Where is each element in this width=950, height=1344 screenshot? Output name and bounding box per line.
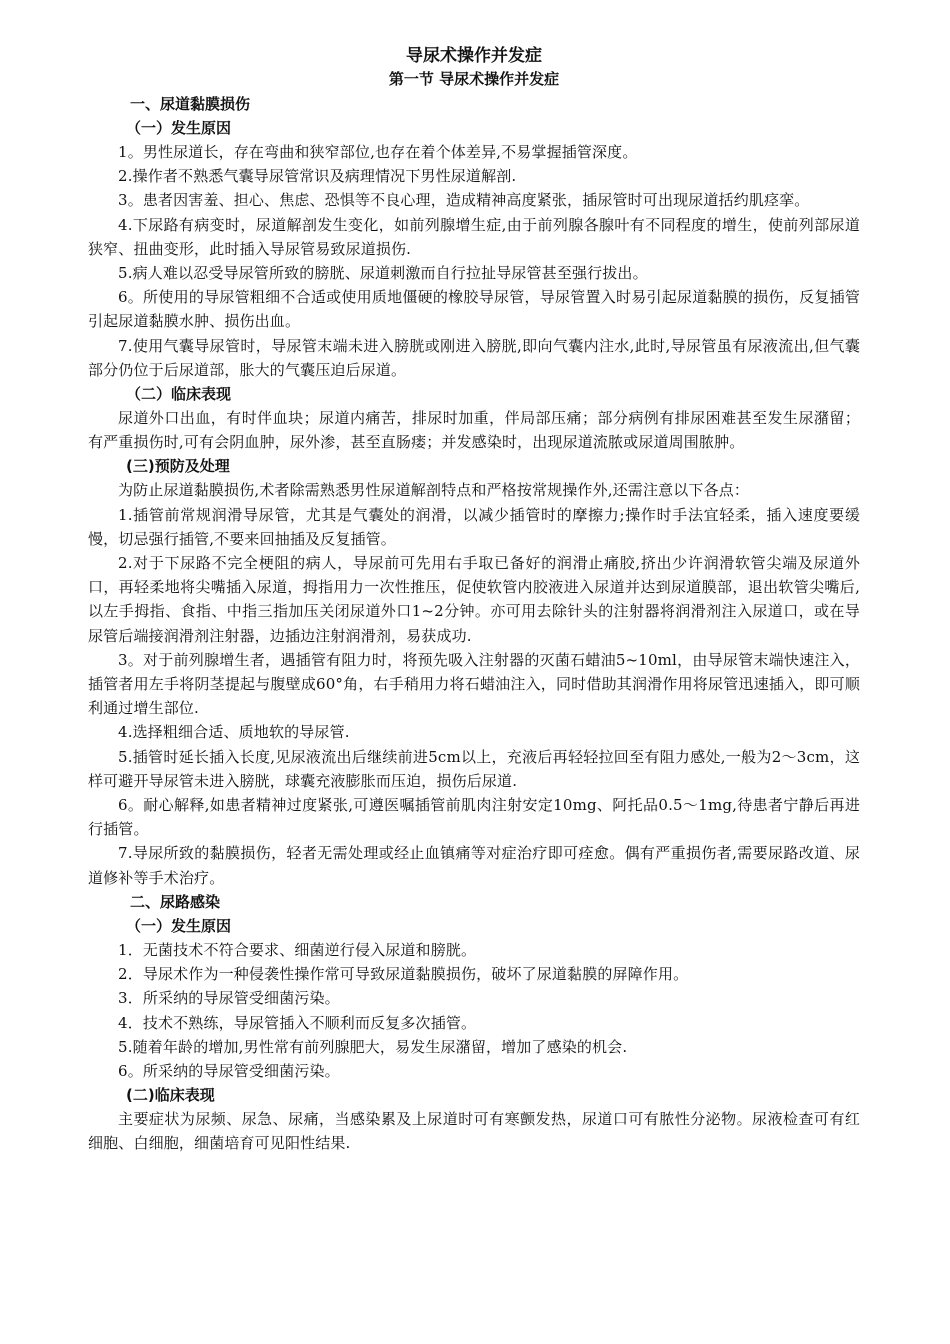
cause-item: 1．无菌技术不符合要求、细菌逆行侵入尿道和膀胱。: [118, 940, 477, 959]
prevention-item: 1.插管前常规润滑导尿管，尤其是气囊处的润滑，以减少插管时的摩擦力;操作时手法宜轻柔，插入速度要缓慢，切忌强行插管,不要来回抽插及反复插管。: [88, 505, 860, 548]
cause-item: 5.病人难以忍受导尿管所致的膀胱、尿道刺激而自行拉扯导尿管甚至强行拔出。: [118, 264, 648, 283]
subheading-clinical-manifestations: （二）临床表现: [126, 385, 232, 404]
cause-item: 5.随着年龄的增加,男性常有前列腺肥大，易发生尿潴留，增加了感染的机会.: [118, 1037, 628, 1056]
cause-item: 1。男性尿道长，存在弯曲和狭窄部位,也存在着个体差异,不易掌握插管深度。: [118, 143, 638, 161]
cause-item: 7.使用气囊导尿管时，导尿管末端未进入膀胱或刚进入膀胱,即向气囊内注水,此时,导尿管虽有尿液流出,但气囊部分仍位于后尿道部，胀大的气囊压迫后尿道。: [88, 336, 860, 379]
prevention-intro: 为防止尿道黏膜损伤,术者除需熟悉男性尿道解剖特点和严格按常规操作外,还需注意以下各点：: [118, 481, 749, 500]
cause-item: 6。所采纳的导尿管受细菌污染。: [118, 1061, 340, 1080]
clinical-text: 尿道外口出血，有时伴血块；尿道内痛苦，排尿时加重，伴局部压痛；部分病例有排尿困难甚至发生尿潴留；有严重损伤时,可有会阴血肿，尿外渗，甚至直肠瘘；并发感染时，出现尿道流脓或尿道周围脓肿。: [88, 409, 860, 452]
prevention-item: 2.对于下尿路不完全梗阻的病人，导尿前可先用右手取已备好的润滑止痛胶,挤出少许润滑软管尖端及尿道外口，再轻柔地将尖嘴插入尿道，拇指用力一次性推压，促使软管内胶液进入尿道并达到尿道膜部，退出软管尖嘴后,以左手拇指、食指、中指三指加压关闭尿道外口1~2分钟。亦可用去除针头的注射器将润滑剂注入尿道口，或在导尿管后端接润滑剂注射器，边插边注射润滑剂，易获成功.: [88, 554, 860, 645]
clinical-text: 主要症状为尿频、尿急、尿痛，当感染累及上尿道时可有寒颤发热，尿道口可有脓性分泌物。尿液检查可有红细胞、白细胞，细菌培育可见阳性结果.: [88, 1110, 860, 1153]
prevention-item: 3。对于前列腺增生者，遇插管有阻力时，将预先吸入注射器的灭菌石蜡油5~10ml，由导尿管末端快速注入，插管者用左手将阴茎提起与腹壁成60°角，右手稍用力将石蜡油注入，同时借助其润滑作用将尿管迅速插入，即可顺利通过增生部位.: [88, 650, 860, 718]
prevention-item: 5.插管时延长插入长度,见尿液流出后继续前进5cm以上，充液后再轻轻拉回至有阻力感处,一般为2～3cm，这样可避开导尿管未进入膀胱，球囊充液膨胀而压迫，损伤后尿道.: [88, 747, 860, 790]
document-title: 导尿术操作并发症: [406, 46, 542, 66]
cause-item: 4．技术不熟练，导尿管插入不顺利而反复多次插管。: [118, 1013, 477, 1032]
subheading-causes: （一）发生原因: [126, 916, 232, 935]
cause-item: 2.操作者不熟悉气囊导尿管常识及病理情况下男性尿道解剖.: [118, 167, 517, 186]
prevention-item: 7.导尿所致的黏膜损伤，轻者无需处理或经止血镇痛等对症治疗即可痊愈。偶有严重损伤者,需要尿路改道、尿道修补等手术治疗。: [88, 844, 860, 887]
prevention-item: 4.选择粗细合适、质地软的导尿管.: [118, 723, 350, 742]
cause-item: 3．所采纳的导尿管受细菌污染。: [118, 989, 340, 1008]
heading-urinary-tract-infection: 二、尿路感染: [130, 892, 221, 911]
document-page: [88, 44, 860, 1156]
subheading-clinical-manifestations: (二)临床表现: [126, 1086, 215, 1105]
cause-item: 6。所使用的导尿管粗细不合适或使用质地僵硬的橡胶导尿管，导尿管置入时易引起尿道黏膜的损伤，反复插管引起尿道黏膜水肿、损伤出血。: [88, 288, 860, 331]
subheading-causes: （一）发生原因: [126, 119, 232, 137]
cause-item: 2．导尿术作为一种侵袭性操作常可导致尿道黏膜损伤，破坏了尿道黏膜的屏障作用。: [118, 965, 689, 984]
prevention-item: 6。耐心解释,如患者精神过度紧张,可遵医嘱插管前肌肉注射安定10mg、阿托品0.5～1mg,待患者宁静后再进行插管。: [88, 796, 860, 839]
cause-item: 3。患者因害羞、担心、焦虑、恐惧等不良心理，造成精神高度紧张，插尿管时可出现尿道括约肌痉挛。: [118, 191, 810, 210]
cause-item: 4.下尿路有病变时，尿道解剖发生变化，如前列腺增生症,由于前列腺各腺叶有不同程度的增生，使前列部尿道狭窄、扭曲变形，此时插入导尿管易致尿道损伤.: [88, 215, 860, 258]
section-subtitle: 第一节 导尿术操作并发症: [388, 70, 560, 88]
subheading-prevention: (三)预防及处理: [126, 457, 230, 476]
heading-urethral-mucosa-injury: 一、尿道黏膜损伤: [130, 95, 251, 113]
